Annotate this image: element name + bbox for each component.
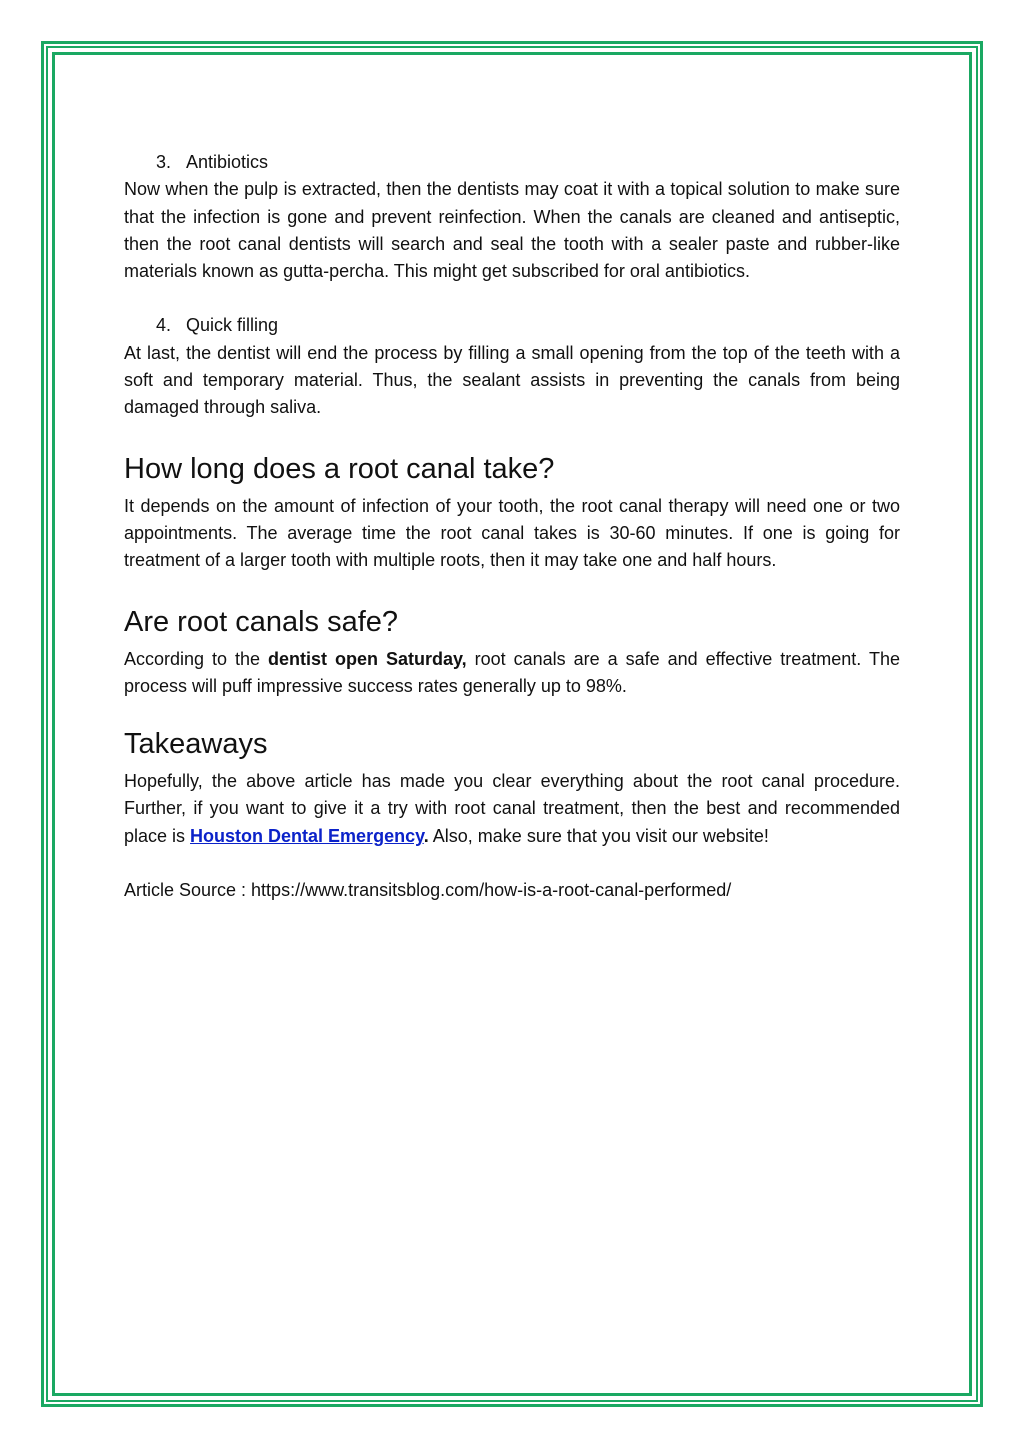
link-period: .: [423, 825, 429, 846]
list-number: 3.: [156, 152, 172, 172]
list-item-title: Antibiotics: [186, 152, 269, 172]
document-content: [124, 149, 900, 904]
houston-dental-emergency-link[interactable]: Houston Dental Emergency: [190, 825, 424, 846]
list-item-antibiotics: [156, 149, 900, 176]
list-item-quick-filling: [156, 312, 900, 339]
bold-keyword: dentist open Saturday,: [268, 648, 467, 669]
list-number: 4.: [156, 315, 172, 336]
takeaways-text-start: Hopefully, the above article has made you clear everything about the root canal procedure. Further, if you want to give it a try with root canal treatment, then the best and recommended place is: [124, 771, 900, 846]
paragraph-antibiotics: Now when the pulp is extracted, then the dentists may coat it with a topical solution to make sure that the infection is gone and prevent reinfection. When the canals are cleaned and antiseptic, then the root canal dentists will search and seal the tooth with a sealer paste and rubber-like materials known as gutta-percha. This might get subscribed for oral antibiotics.: [124, 179, 900, 282]
takeaways-text-end: Also, make sure that you visit our website!: [428, 825, 769, 846]
heading-root-canal-duration: How long does a root canal take?: [124, 452, 555, 485]
safety-text-end: root canals are a safe and effective treatment. The process will puff impressive success rates generally up to 98%.: [124, 648, 900, 696]
heading-takeaways: Takeaways: [124, 728, 268, 761]
paragraph-quick-filling: At last, the dentist will end the process by filling a small opening from the top of the teeth with a soft and temporary material. Thus, the sealant assists in preventing the canals from being damaged through saliva.: [124, 342, 900, 418]
paragraph-root-canal-safety: [124, 646, 900, 701]
heading-root-canal-safety: Are root canals safe?: [124, 605, 399, 638]
paragraph-root-canal-duration: It depends on the amount of infection of your tooth, the root canal therapy will need one or two appointments. The average time the root canal takes is 30-60 minutes. If one is going for treatment of a larger tooth with multiple roots, then it may take one and half hours.: [124, 495, 900, 571]
safety-text-start: According to the: [124, 648, 268, 669]
paragraph-takeaways: [124, 768, 900, 850]
list-item-title: Quick filling: [186, 315, 279, 336]
article-source: Article Source : https://www.transitsblog.com/how-is-a-root-canal-performed/: [124, 880, 732, 901]
